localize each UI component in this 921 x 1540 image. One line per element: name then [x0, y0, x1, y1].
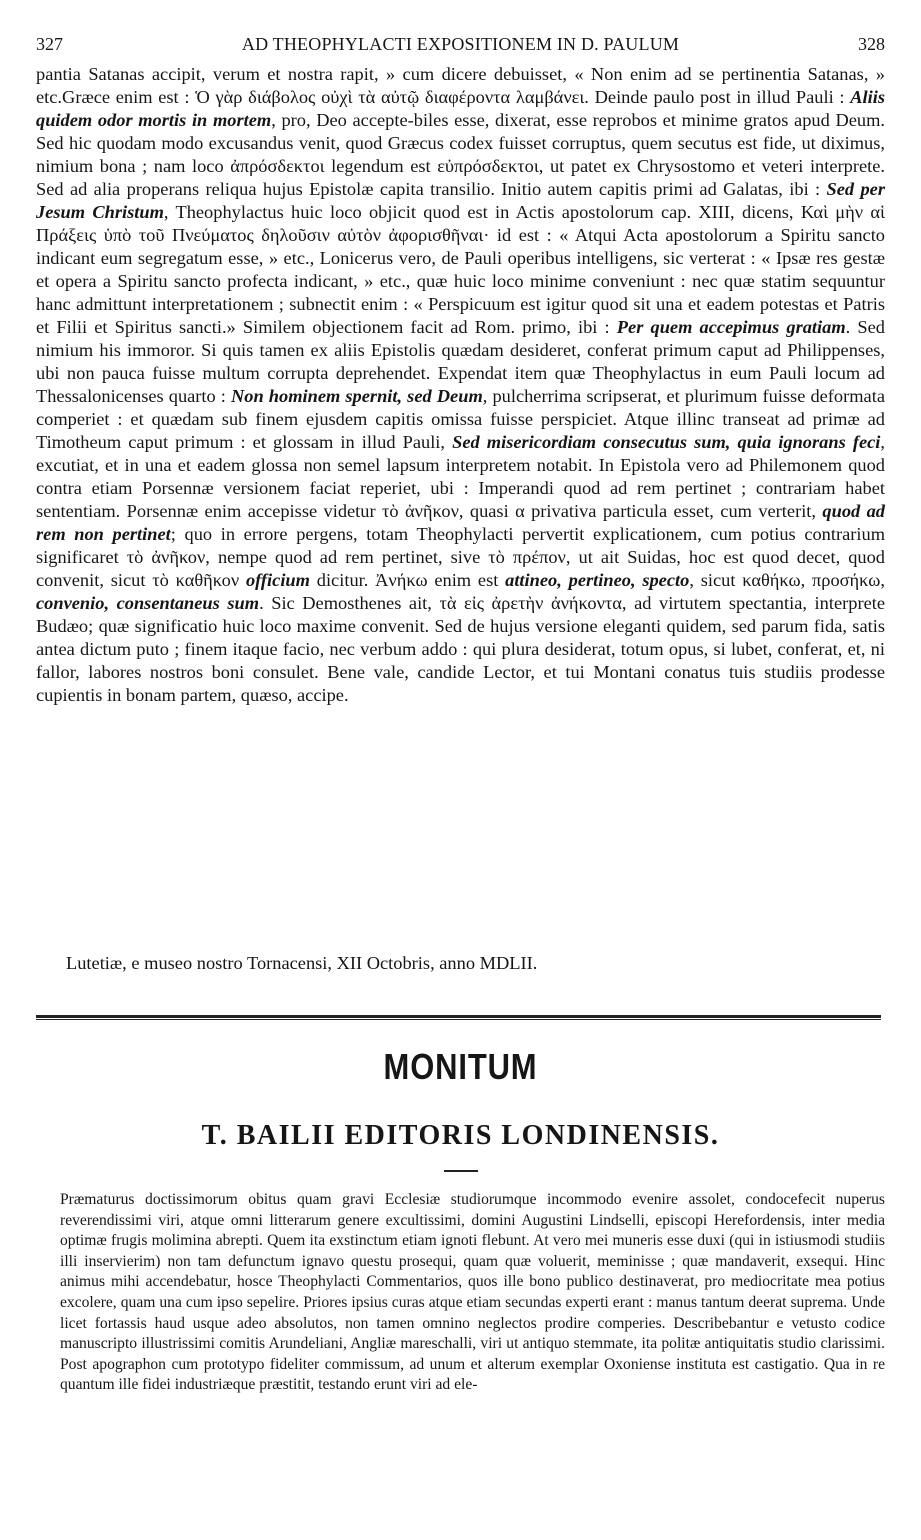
italic-quote: Per quem accepimus gratiam: [616, 317, 846, 337]
monitum-text: [60, 1190, 885, 1396]
body-paragraph: pantia Satanas accipit, verum et nostra rapit, » cum dicere debuisset, « Non enim ad se pertinentia Satanas, » etc.Græce enim est : Ὁ γὰρ διάβολος οὐχὶ τὰ αὐτῷ διαφέροντα λαμβάνει. Deinde paulo post in illud Pauli : Aliis quidem odor mortis in mortem, pro, Deo accepte-biles esse, dixerat, esse reprobos et minime gratos apud Deum. Sed hic quodam modo excusandus venit, quod Græcus codex fuisset corruptus, quem secutus est fide, ut diximus, nimium bona ; nam loco ἀπρόσδεκτοι legendum est εὐπρόσδεκτοι, ut patet ex Chrysostomo et veteri interprete. Sed ad alia properans reliqua hujus Epistolæ capita transilio. Initio autem capitis primi ad Galatas, ibi : Sed per Jesum Christum, Theophylactus huic loco objicit quod est in Actis apostolorum cap. XIII, dicens, Καὶ μὴν αἱ Πράξεις ὑπὸ τοῦ Πνεύματος δηλοῦσιν αὐτὸν ἀφορισθῆναι· id est : « Atqui Acta apostolorum a Spiritu sancto indicant eum segregatum esse, » etc., Lonicerus vero, de Pauli operibus intelligens, sic verterat : « Ipsæ res gestæ et opera a Spiritu sancto profecta indicant, » etc., quæ huic loco minime conveniunt : nec quæ statim sequuntur hanc admittunt interpretationem ; subnectit enim : « Perspicuum est igitur quod sit una et eadem potestas et Patris et Filii et Spiritus sancti.» Similem objectionem facit ad Rom. primo, ibi : Per quem accepimus gratiam. Sed nimium his immoror. Si quis tamen ex aliis Epistolis quædam desideret, conferat primum caput ad Philippenses, ubi non pauca fuisse multum corrupta deprehendet. Expendat item quæ Theophylactus in eum Pauli locum ad Thessalonicenses quarto : Non hominem spernit, sed Deum, pulcherrima scripserat, et plurimum fuisse deformata comperiet : et quædam sub finem ejusdem capitis omissa fuisse perspiciet. Atque illinc transeat ad primæ ad Timotheum caput primum : et glossam in illud Pauli, Sed misericordiam consecutus sum, quia ignorans feci, excutiat, et in una et eadem glossa non semel lapsum interpretem notabit. In Epistola vero ad Philemonem quod contra etiam Porsennæ versionem faciat reperiet, ubi : Imperandi quod ad rem pertinet ; contrariam habet sententiam. Porsennæ enim accepisse videtur τὸ ἀνῆκον, quasi α privativa particula esset, cum verterit, quod ad rem non pertinet; quo in errore pergens, totam Theophylacti pervertit explicationem, cum potius contrarium significaret τὸ ἀνῆκον, nempe quod ad rem pertinet, sive τὸ πρέπον, ut ait Suidas, hoc est quod decet, quod convenit, sicut τὸ καθῆκον officium dicitur. Ἀνήκω enim est attineo, pertineo, specto, sicut καθήκω, προσήκω, convenio, consentaneus sum. Sic Demosthenes ait, τὰ εἰς ἀρετὴν ἀνήκοντα, ad virtutem spectantia, interprete Budæo; quæ significatio huic loco maxime convenit. Sed de hujus versione eleganti quidem, sed parum fida, satis antea dictum puto ; finem itaque facio, nec verbum addo : qui plura desiderat, totum opus, si lubet, conferat, et, ni fallor, labores nostros boni consulet. Bene vale, candide Lector, et tui Montani conatus tuis studiis prodesse cupientis in bonam partem, quæso, accipe.: [36, 64, 885, 705]
italic-word: attineo, pertineo, specto: [505, 570, 690, 590]
page-header: [36, 34, 885, 58]
italic-quote: quod ad rem non pertinet: [36, 501, 885, 544]
running-head: AD THEOPHYLACTI EXPOSITIONEM IN D. PAULUM: [241, 34, 680, 54]
italic-quote: Sed per Jesum Christum: [36, 179, 885, 222]
section-subtitle: T. BAILII EDITORIS LONDINENSIS.: [201, 1120, 720, 1151]
dateline: Lutetiæ, e museo nostro Tornacensi, XII Octobris, anno MDLII.: [66, 953, 538, 973]
monitum-paragraph: Præmaturus doctissimorum obitus quam gravi Ecclesiæ studiorumque incommodo evenire assolet, condocefecit nuperus reverendissimi viri, atque omni litterarum genere excultissimi, domini Augustini Lindselli, episcopi Herefordensis, inter media optimæ frugis molimina abrepti. Quem ita exstinctum etiam ignoti flebunt. At vero mei muneris esse duxi (qui in istiusmodi studiis illi inservierim) non tam defunctum ignavo questu prosequi, quam quæ voluerit, meminisse ; quæ mandaverit, exsequi. Hinc animus mihi accendebatur, hosce Theophylacti Commentarios, quos ille bono publico destinaverat, pro mediocritate mea potius excolere, quam una cum ipso sepelire. Priores ipsius curas atque etiam secundas experti erant : manus tantum deerat suprema. Unde licet fortassis haud usque adeo absolutos, non tamen omnino neglectos prodire comperies. Describebantur e vetusto codice manuscripto illustrissimi comitis Arundeliani, Angliæ mareschalli, viri ut antiquo stemmate, ita politæ antiquitatis studio clarissimi. Post apographon cum prototypo fideliter commissum, ad unum et alterum exemplar Oxoniense instituta est castigatio. Qua in re quantum ille fidei industriæque præstitit, testando erunt viri ad ele-: [60, 1191, 885, 1394]
section-rule-thin: [36, 1019, 881, 1020]
main-text: [36, 63, 885, 707]
italic-word: convenio, consentaneus sum: [36, 593, 260, 613]
section-rule: [36, 1015, 881, 1018]
italic-quote: Sed misericordiam consecutus sum, quia ignorans feci: [452, 432, 881, 452]
page-number-right: 328: [858, 34, 885, 54]
page-number-left: 327: [36, 34, 63, 54]
italic-word: officium: [245, 570, 310, 590]
section-title: MONITUM: [383, 1046, 538, 1087]
italic-quote: Non hominem spernit, sed Deum: [231, 386, 483, 406]
title-dash: [444, 1170, 478, 1172]
italic-quote: Aliis quidem odor mortis in mortem: [36, 87, 885, 130]
